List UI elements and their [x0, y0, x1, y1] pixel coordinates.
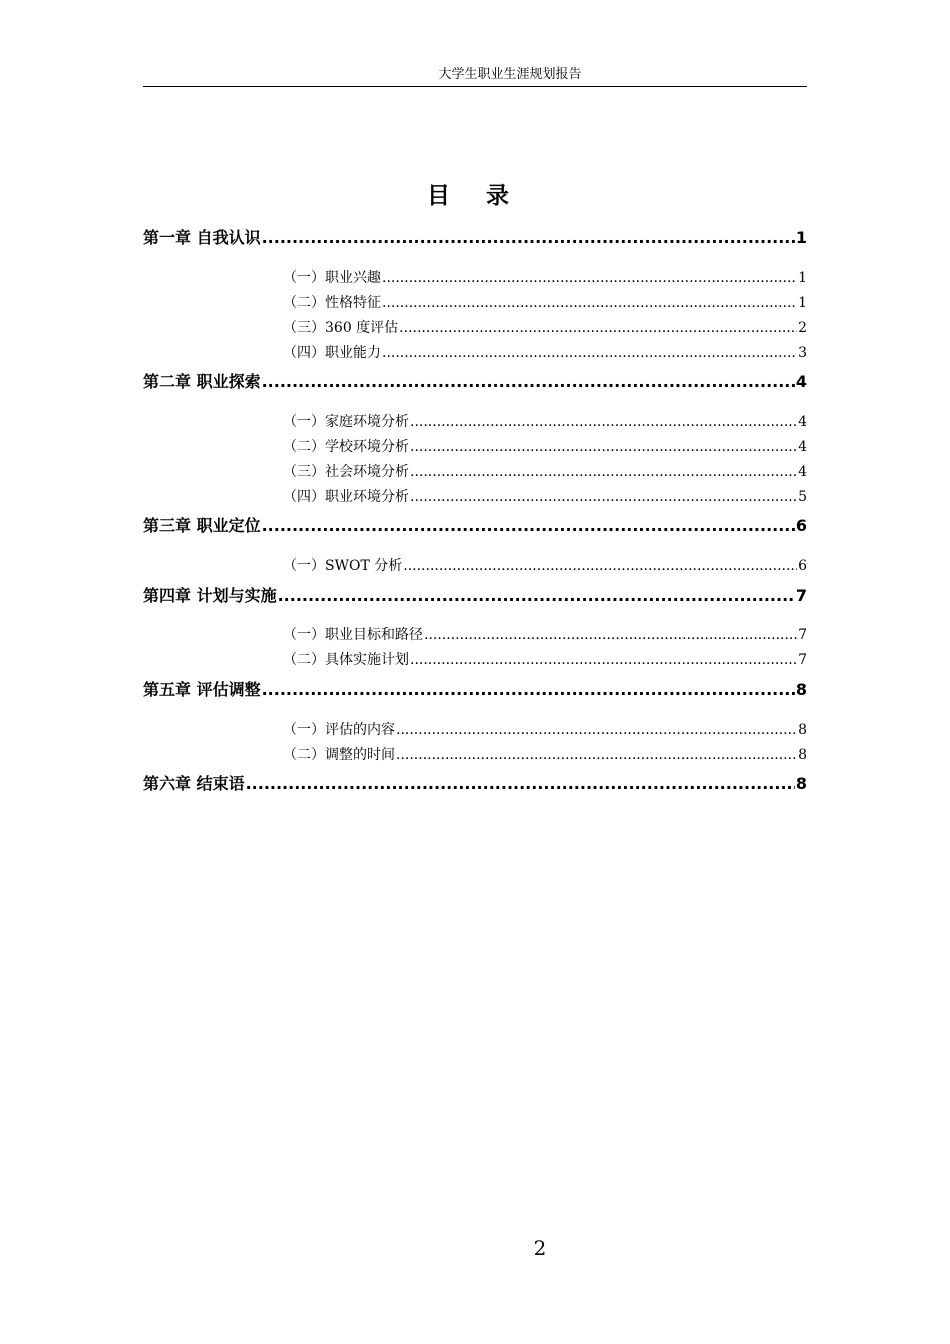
- section-page-number: 3: [798, 345, 807, 361]
- chapter-page-number: 4: [795, 372, 807, 391]
- dot-leader: [410, 462, 797, 482]
- chapter-page-number: 1: [795, 228, 807, 247]
- toc-chapter-4[interactable]: [143, 585, 807, 607]
- toc-title: 目 录: [426, 183, 523, 209]
- toc-chapter-6[interactable]: [143, 773, 807, 795]
- dot-leader: [278, 585, 795, 607]
- toc-section-2-3[interactable]: [283, 462, 807, 482]
- toc-chapter-2[interactable]: [143, 371, 807, 393]
- section-title: （一）职业兴趣: [283, 270, 381, 286]
- section-title: （二）性格特征: [283, 295, 381, 311]
- header-title: 大学生职业生涯规划报告: [438, 67, 582, 82]
- toc-section-2-1[interactable]: [283, 412, 807, 432]
- toc-section-1-4[interactable]: [283, 343, 807, 363]
- chapter-title: 第六章 结束语: [143, 774, 245, 793]
- section-title: （一）SWOT 分析: [283, 558, 403, 574]
- section-title: （二）具体实施计划: [283, 652, 409, 668]
- dot-leader: [399, 318, 797, 338]
- dot-leader: [382, 343, 797, 363]
- chapter-title: 第三章 职业定位: [143, 516, 261, 535]
- chapter-title: 第五章 评估调整: [143, 680, 261, 699]
- toc-section-5-2[interactable]: [283, 745, 807, 765]
- page-number: 2: [533, 1236, 547, 1260]
- section-page-number: 6: [798, 558, 807, 574]
- section-page-number: 4: [798, 414, 807, 430]
- chapter-title: 第四章 计划与实施: [143, 586, 277, 605]
- chapter-page-number: 8: [795, 774, 807, 793]
- dot-leader: [262, 679, 795, 701]
- dot-leader: [262, 227, 795, 249]
- dot-leader: [410, 650, 797, 670]
- section-title: （四）职业环境分析: [283, 489, 409, 505]
- dot-leader: [410, 437, 797, 457]
- chapter-title: 第二章 职业探索: [143, 372, 261, 391]
- dot-leader: [382, 268, 797, 288]
- section-title: （三）360 度评估: [283, 320, 399, 336]
- toc-section-4-2[interactable]: [283, 650, 807, 670]
- section-title: （四）职业能力: [283, 345, 381, 361]
- section-title: （一）评估的内容: [283, 722, 395, 738]
- section-page-number: 5: [798, 489, 807, 505]
- toc-section-3-1[interactable]: [283, 556, 807, 576]
- dot-leader: [403, 556, 797, 576]
- dot-leader: [262, 371, 795, 393]
- section-page-number: 1: [798, 270, 807, 286]
- toc-section-1-3[interactable]: [283, 318, 807, 338]
- toc-section-1-1[interactable]: [283, 268, 807, 288]
- toc-chapter-5[interactable]: [143, 679, 807, 701]
- dot-leader: [410, 487, 797, 507]
- section-title: （一）家庭环境分析: [283, 414, 409, 430]
- section-page-number: 8: [798, 747, 807, 763]
- section-page-number: 2: [798, 320, 807, 336]
- chapter-page-number: 6: [795, 516, 807, 535]
- section-title: （三）社会环境分析: [283, 464, 409, 480]
- toc-section-5-1[interactable]: [283, 720, 807, 740]
- section-title: （一）职业目标和路径: [283, 627, 423, 643]
- dot-leader: [424, 625, 797, 645]
- table-of-contents: [143, 0, 807, 1344]
- chapter-page-number: 8: [795, 680, 807, 699]
- section-page-number: 7: [798, 627, 807, 643]
- toc-section-2-2[interactable]: [283, 437, 807, 457]
- dot-leader: [410, 412, 797, 432]
- toc-section-2-4[interactable]: [283, 487, 807, 507]
- toc-section-4-1[interactable]: [283, 625, 807, 645]
- dot-leader: [246, 773, 795, 795]
- dot-leader: [396, 720, 797, 740]
- dot-leader: [396, 745, 797, 765]
- section-page-number: 1: [798, 295, 807, 311]
- chapter-title: 第一章 自我认识: [143, 228, 261, 247]
- section-page-number: 4: [798, 464, 807, 480]
- dot-leader: [262, 515, 795, 537]
- toc-section-1-2[interactable]: [283, 293, 807, 313]
- section-page-number: 8: [798, 722, 807, 738]
- chapter-page-number: 7: [795, 586, 807, 605]
- section-page-number: 4: [798, 439, 807, 455]
- section-page-number: 7: [798, 652, 807, 668]
- section-title: （二）调整的时间: [283, 747, 395, 763]
- section-title: （二）学校环境分析: [283, 439, 409, 455]
- toc-chapter-3[interactable]: [143, 515, 807, 537]
- dot-leader: [382, 293, 797, 313]
- toc-chapter-1[interactable]: [143, 227, 807, 249]
